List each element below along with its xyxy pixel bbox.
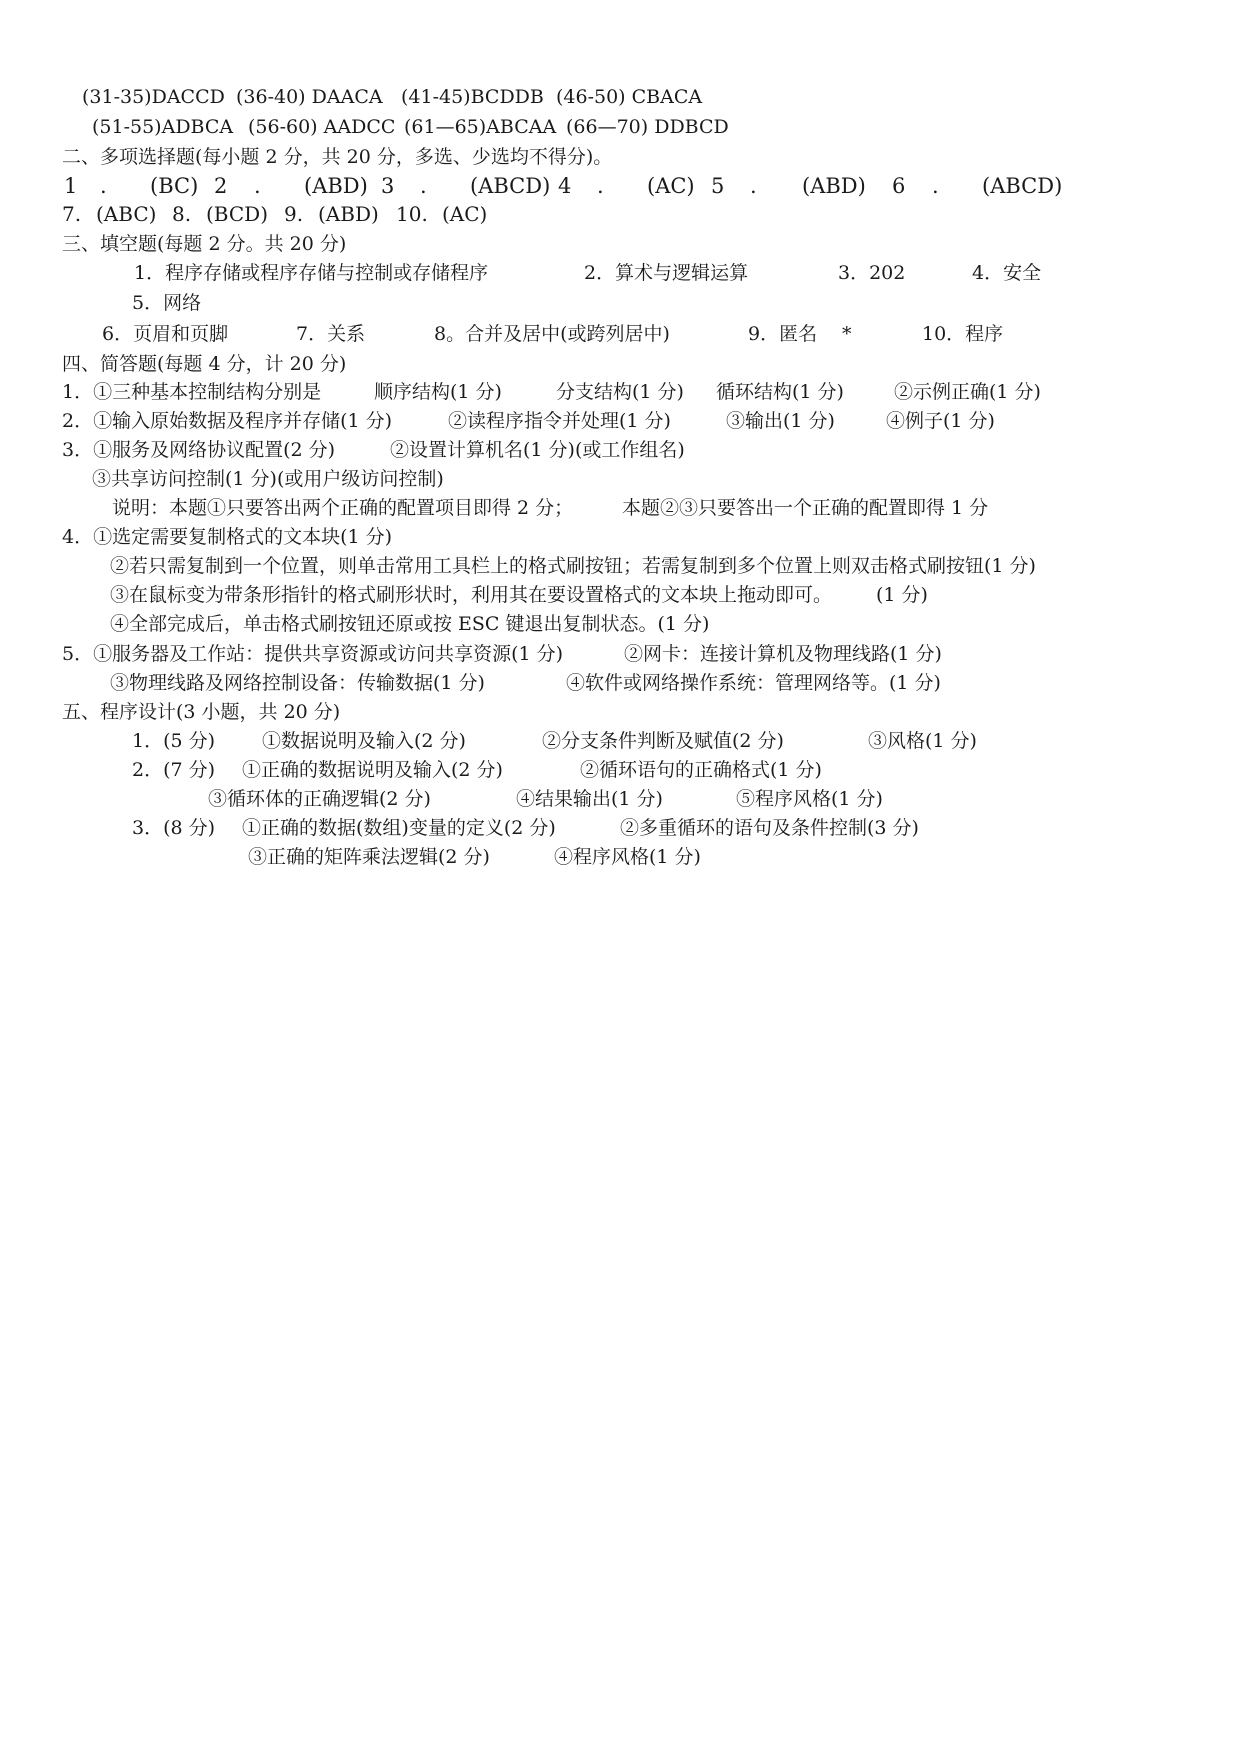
answer-text: ③循环体的正确逻辑(2 分) xyxy=(208,788,431,810)
fill-in-item: 7．关系 xyxy=(296,323,366,345)
item-number: 5 xyxy=(711,174,725,198)
answer-text: 2．①输入原始数据及程序并存储(1 分) xyxy=(62,410,393,432)
item-number: 4 xyxy=(558,174,572,198)
section-heading: 三、填空题(每题 2 分。共 20 分) xyxy=(62,233,347,255)
item-number: 3 xyxy=(381,174,395,198)
answer-text: 1．(5 分) xyxy=(132,730,216,752)
answer-text: ②循环语句的正确格式(1 分) xyxy=(580,759,822,781)
answer-text: ③共享访问控制(1 分)(或用户级访问控制) xyxy=(92,468,444,490)
item-dot: . xyxy=(750,174,757,198)
item-dot: . xyxy=(597,174,604,198)
fill-in-item: 8。合并及居中(或跨列居中) xyxy=(434,323,670,345)
item-dot: . xyxy=(100,174,107,198)
fill-in-item: 5．网络 xyxy=(132,292,202,314)
answer-text: ③输出(1 分) xyxy=(726,410,835,432)
item-answer: (BC) xyxy=(150,174,199,198)
fill-in-item: 6．页眉和页脚 xyxy=(102,323,229,345)
item-number: 1 xyxy=(64,174,78,198)
answer-text: ③正确的矩阵乘法逻辑(2 分) xyxy=(248,846,490,868)
answer-text: ③物理线路及网络控制设备：传输数据(1 分) xyxy=(110,672,485,694)
answer-text: ②若只需复制到一个位置，则单击常用工具栏上的格式刷按钮；若需复制到多个位置上则双击格式刷按钮(1 分) xyxy=(110,555,1036,577)
answer-group: (51-55)ADBCA xyxy=(92,116,234,138)
answer-text: ④软件或网络操作系统：管理网络等。(1 分) xyxy=(566,672,941,694)
answer-text: ①正确的数据(数组)变量的定义(2 分) xyxy=(242,817,556,839)
item-number: 8. xyxy=(172,202,192,226)
answer-text: ②分支条件判断及赋值(2 分) xyxy=(542,730,784,752)
answer-group: (61—65)ABCAA xyxy=(404,116,557,138)
answer-text: ②示例正确(1 分) xyxy=(894,381,1041,403)
answer-text: ①数据说明及输入(2 分) xyxy=(262,730,466,752)
answer-text: ②设置计算机名(1 分)(或工作组名) xyxy=(390,439,685,461)
item-dot: . xyxy=(254,174,261,198)
answer-text: ④例子(1 分) xyxy=(886,410,995,432)
item-number: 10. xyxy=(396,202,428,226)
item-answer: (ABCD) xyxy=(982,174,1063,198)
item-dot: . xyxy=(420,174,427,198)
fill-in-item: 3．202 xyxy=(838,262,906,284)
answer-text: 4．①选定需要复制格式的文本块(1 分) xyxy=(62,526,393,548)
fill-in-item: 2．算术与逻辑运算 xyxy=(584,262,749,284)
item-number: 7. xyxy=(62,202,82,226)
answer-group: (36-40) DAACA xyxy=(236,86,383,108)
answer-text: 顺序结构(1 分) xyxy=(374,381,502,403)
fill-in-item: 4．安全 xyxy=(972,262,1042,284)
answer-text: (1 分) xyxy=(876,584,928,606)
item-answer: (BCD) xyxy=(206,202,269,226)
answer-text: ⑤程序风格(1 分) xyxy=(736,788,883,810)
asterisk: * xyxy=(842,323,852,345)
answer-text: 1．①三种基本控制结构分别是 xyxy=(62,381,322,403)
answer-text: 5．①服务器及工作站：提供共享资源或访问共享资源(1 分) xyxy=(62,643,564,665)
answer-group: (56-60) AADCC xyxy=(248,116,396,138)
answer-group: (41-45)BCDDB xyxy=(401,86,544,108)
answer-text: 分支结构(1 分) xyxy=(556,381,684,403)
item-answer: (ABC) xyxy=(96,202,157,226)
answer-group: (66—70) DDBCD xyxy=(566,116,729,138)
answer-group: (46-50) CBACA xyxy=(556,86,703,108)
note-text: 本题②③只要答出一个正确的配置即得 1 分 xyxy=(622,497,989,519)
item-answer: (ABD) xyxy=(802,174,866,198)
answer-text: 3．(8 分) xyxy=(132,817,216,839)
answer-group: (31-35)DACCD xyxy=(82,86,225,108)
fill-in-item: 9．匿名 xyxy=(748,323,818,345)
section-heading: 五、程序设计(3 小题，共 20 分) xyxy=(62,701,341,723)
answer-text: 3．①服务及网络协议配置(2 分) xyxy=(62,439,336,461)
item-number: 6 xyxy=(892,174,906,198)
section-heading: 二、多项选择题(每小题 2 分，共 20 分，多选、少选均不得分)。 xyxy=(62,146,613,168)
note-text: 说明：本题①只要答出两个正确的配置项目即得 2 分； xyxy=(112,497,574,519)
fill-in-item: 10．程序 xyxy=(922,323,1004,345)
answer-text: ②网卡：连接计算机及物理线路(1 分) xyxy=(624,643,942,665)
answer-text: ②多重循环的语句及条件控制(3 分) xyxy=(620,817,919,839)
answer-text: ④全部完成后，单击格式刷按钮还原或按 ESC 键退出复制状态。(1 分) xyxy=(110,613,710,635)
item-answer: (AC) xyxy=(442,202,488,226)
answer-text: ③风格(1 分) xyxy=(868,730,977,752)
answer-text: 循环结构(1 分) xyxy=(716,381,844,403)
fill-in-item: 1．程序存储或程序存储与控制或存储程序 xyxy=(134,262,489,284)
item-number: 9. xyxy=(284,202,304,226)
answer-text: ②读程序指令并处理(1 分) xyxy=(448,410,671,432)
item-answer: (AC) xyxy=(647,174,695,198)
item-answer: (ABD) xyxy=(318,202,379,226)
answer-text: 2．(7 分) xyxy=(132,759,216,781)
answer-text: ④结果输出(1 分) xyxy=(516,788,663,810)
answer-text: ④程序风格(1 分) xyxy=(554,846,701,868)
item-dot: . xyxy=(932,174,939,198)
item-number: 2 xyxy=(214,174,228,198)
item-answer: (ABCD) xyxy=(470,174,551,198)
answer-text: ③在鼠标变为带条形指针的格式刷形状时，利用其在要设置格式的文本块上拖动即可。 xyxy=(110,584,833,606)
item-answer: (ABD) xyxy=(304,174,368,198)
answer-text: ①正确的数据说明及输入(2 分) xyxy=(242,759,503,781)
section-heading: 四、简答题(每题 4 分，计 20 分) xyxy=(62,353,347,375)
